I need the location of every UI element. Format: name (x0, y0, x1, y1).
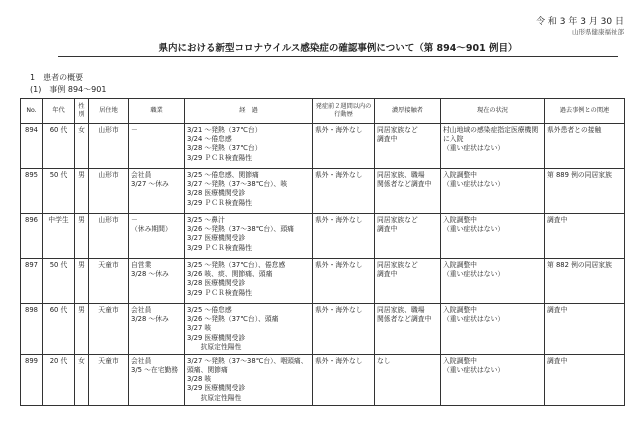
cell-travel: 県外・海外なし (313, 124, 375, 169)
table-row (21, 354, 625, 405)
table-row (21, 169, 625, 214)
cell-age: 20 代 (43, 354, 75, 405)
cell-sex: 男 (75, 304, 89, 355)
cell-status: 入院調整中 （重い症状はない） (441, 304, 545, 355)
case-table (20, 98, 625, 406)
col-header-residence: 居住地 (89, 99, 129, 124)
cell-residence: 山形市 (89, 214, 129, 259)
cell-no: 898 (21, 304, 43, 355)
cell-sex: 男 (75, 214, 89, 259)
cell-residence: 山形市 (89, 169, 129, 214)
cell-travel: 県外・海外なし (313, 354, 375, 405)
cell-status: 入院調整中 （重い症状はない） (441, 169, 545, 214)
cell-sex: 男 (75, 259, 89, 304)
cell-occupation: 会社員 3/5 ～在宅勤務 (129, 354, 185, 405)
col-header-relation: 過去事例との関連 (545, 99, 625, 124)
section-heading: 1 患者の概要 (30, 73, 84, 82)
col-header-course: 経 過 (185, 99, 313, 124)
cell-occupation: － (129, 124, 185, 169)
subsection-heading: (1) 事例 894～901 (30, 85, 107, 94)
cell-relation: 調査中 (545, 354, 625, 405)
cell-age: 60 代 (43, 304, 75, 355)
col-header-no: No. (21, 99, 43, 124)
col-header-status: 現在の状況 (441, 99, 545, 124)
cell-relation: 第 889 例の同居家族 (545, 169, 625, 214)
cell-travel: 県外・海外なし (313, 214, 375, 259)
cell-age: 60 代 (43, 124, 75, 169)
cell-contacts: 同居家族など 調査中 (375, 259, 441, 304)
cell-status: 入院調整中 （重い症状はない） (441, 354, 545, 405)
cell-occupation: － （休み期間） (129, 214, 185, 259)
cell-relation: 県外患者との接触 (545, 124, 625, 169)
cell-travel: 県外・海外なし (313, 304, 375, 355)
table-row (21, 259, 625, 304)
cell-course: 3/25 ～鼻汁 3/26 ～発熱（37～38℃台）、頭痛 3/27 医療機関受診 3/29 ＰＣＲ検査陽性 (185, 214, 313, 259)
col-header-sex: 性別 (75, 99, 89, 124)
cell-course: 3/25 ～倦怠感 3/26 ～発熱（37℃台）、頭痛 3/27 咳 3/29 医療機関受診 抗原定性陽性 (185, 304, 313, 355)
cell-relation: 調査中 (545, 304, 625, 355)
document-date: 令 和 3 年 3 月 30 日 (536, 17, 624, 27)
cell-course: 3/25 ～発熱（37℃台）、倦怠感 3/26 咳、痰、関節痛、頭痛 3/28 医療機関受診 3/29 ＰＣＲ検査陽性 (185, 259, 313, 304)
issuing-organization: 山形県健康福祉部 (572, 28, 624, 36)
table-row (21, 304, 625, 355)
cell-contacts: 同居家族など 調査中 (375, 124, 441, 169)
col-header-occupation: 職業 (129, 99, 185, 124)
document-title: 県内における新型コロナウイルス感染症の確認事例について（第 894～901 例目） (58, 40, 618, 57)
cell-travel: 県外・海外なし (313, 259, 375, 304)
cell-travel: 県外・海外なし (313, 169, 375, 214)
table-header-row (21, 99, 625, 124)
cell-no: 895 (21, 169, 43, 214)
cell-residence: 山形市 (89, 124, 129, 169)
cell-age: 50 代 (43, 259, 75, 304)
cell-contacts: 同居家族など 調査中 (375, 214, 441, 259)
cell-residence: 天童市 (89, 354, 129, 405)
cell-status: 村山地域の感染症指定医療機関に入院 （重い症状はない） (441, 124, 545, 169)
table-row (21, 214, 625, 259)
cell-age: 50 代 (43, 169, 75, 214)
cell-occupation: 会社員 3/27 ～休み (129, 169, 185, 214)
cell-no: 896 (21, 214, 43, 259)
cell-occupation: 自営業 3/28 ～休み (129, 259, 185, 304)
cell-occupation: 会社員 3/28 ～休み (129, 304, 185, 355)
cell-relation: 調査中 (545, 214, 625, 259)
cell-course: 3/27 ～発熱（37～38℃台）、咽頭痛、頭痛、関節痛 3/28 咳 3/29 医療機関受診 抗原定性陽性 (185, 354, 313, 405)
cell-status: 入院調整中 （重い症状はない） (441, 214, 545, 259)
cell-contacts: 同居家族、職場 関係者など調査中 (375, 169, 441, 214)
cell-sex: 女 (75, 124, 89, 169)
cell-age: 中学生 (43, 214, 75, 259)
cell-sex: 女 (75, 354, 89, 405)
col-header-age: 年代 (43, 99, 75, 124)
cell-no: 897 (21, 259, 43, 304)
cell-no: 894 (21, 124, 43, 169)
col-header-travel: 発症前２週間以内の行動歴 (313, 99, 375, 124)
cell-sex: 男 (75, 169, 89, 214)
cell-no: 899 (21, 354, 43, 405)
cell-course: 3/25 ～倦怠感、関節痛 3/27 ～発熱（37～38℃台）、咳 3/28 医療機関受診 3/29 ＰＣＲ検査陽性 (185, 169, 313, 214)
cell-course: 3/21 ～発熱（37℃台） 3/24 ～倦怠感 3/28 ～発熱（37℃台） 3/29 ＰＣＲ検査陽性 (185, 124, 313, 169)
cell-contacts: 同居家族、職場 関係者など調査中 (375, 304, 441, 355)
table-row (21, 124, 625, 169)
col-header-contacts: 濃厚接触者 (375, 99, 441, 124)
cell-contacts: なし (375, 354, 441, 405)
cell-residence: 天童市 (89, 304, 129, 355)
cell-residence: 天童市 (89, 259, 129, 304)
cell-status: 入院調整中 （重い症状はない） (441, 259, 545, 304)
cell-relation: 第 882 例の同居家族 (545, 259, 625, 304)
